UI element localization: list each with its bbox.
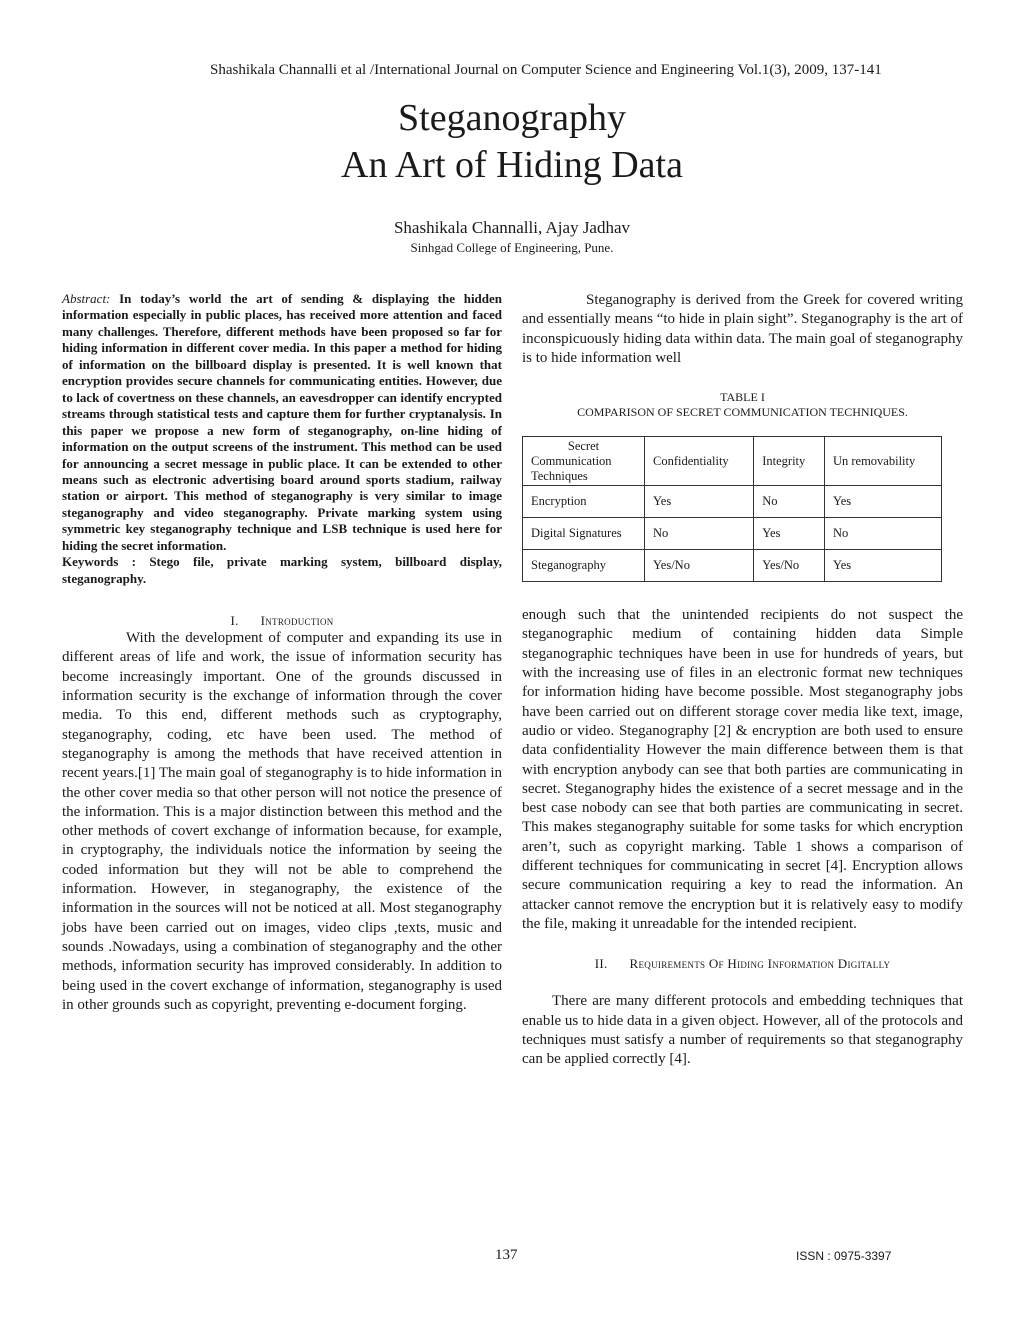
affiliation: Sinhgad College of Engineering, Pune. (410, 240, 614, 255)
table-caption-number: TABLE I (720, 390, 765, 405)
section-1-number: I. (230, 613, 239, 629)
section-2-heading (522, 956, 963, 972)
table-header-cell: Un removability (824, 437, 941, 486)
table-cell: Yes/No (645, 550, 754, 582)
table-header-cell: Integrity (754, 437, 825, 486)
table-cell: Yes (824, 486, 941, 518)
header-communication: Communication (531, 453, 612, 468)
issn: ISSN : 0975-3397 (796, 1249, 892, 1263)
header-techniques: Techniques (531, 468, 588, 483)
table-row (523, 550, 942, 582)
title-line-2: An Art of Hiding Data (341, 144, 683, 186)
table-cell: Yes (824, 550, 941, 582)
table-header-cell (523, 437, 645, 486)
running-head: Shashikala Channalli et al /International Journal on Computer Science and Engineering Vol.1(3), 2009, 137-141 (210, 62, 882, 78)
section-2-number: II. (594, 956, 608, 972)
authors: Shashikala Channalli, Ajay Jadhav (393, 218, 631, 237)
left-column (62, 291, 502, 1015)
table-cell: Encryption (523, 486, 645, 518)
table-cell: Steganography (523, 550, 645, 582)
page-number: 137 (495, 1247, 518, 1263)
table-cell: Yes (645, 486, 754, 518)
abstract-text: In today’s world the art of sending & displaying the hidden information especially in public places, has received more attention and faced many challenges. Therefore, different methods have been proposed so far for hiding information in different cover media. In this paper a method for hiding of information on the billboard display is presented. It is well known that encryption provides secure channels for communicating entities. However, due to lack of covertness on these channels, an eavesdropper can identify encrypted streams through statistical tests and capture them for further cryptanalysis. In this paper we propose a new form of steganography, on-line hiding of information on the output screens of the instrument. This method can be used for announcing a secret message in public place. It can be extended to other means such as electronic advertising board around sports stadium, railway station or airport. This method of steganography is very similar to image steganography and video steganography. Private marking system using symmetric key steganography technique and LSB technique is used here for hiding the secret information. (62, 291, 503, 553)
section-1-text: With the development of computer and expanding its use in different areas of life and work, the issue of information security has become increasingly important. One of the grounds discussed in information security is the exchange of information through the cover media. To this end, different methods such as cryptography, steganography, coding, etc have been used. The method of steganography is among the methods that have received attention in recent years.[1] The main goal of steganography is to hide information in the other cover media so that other person will not notice the presence of the information. This is a major distinction between this method and the other methods of covert exchange of information because, for example, in cryptography, the individuals notice the information by seeing the coded information but they will not be able to comprehend the information. However, in steganography, the existence of the information in the sources will not be noticed at all. Most steganography jobs have been carried out on images, video clips ,texts, music and sounds .Nowadays, using a combination of steganography and the other methods, information security has improved considerably. In addition to being used in the covert exchange of information, steganography is used in other grounds such as copyright, preventing e-document forging. (62, 630, 502, 1013)
paper-title (0, 95, 1024, 189)
table-cell: No (754, 486, 825, 518)
header-secret: Secret (567, 438, 600, 453)
table-cell: No (824, 518, 941, 550)
table-cell: Yes/No (754, 550, 825, 582)
table-header-row (523, 437, 942, 486)
intro-paragraph: Steganography is derived from the Greek for covered writing and essentially means “to hide in plain sight”. Steganography is the art of inconspicuously hiding data within data. The main goal of steganography is to hide information well (522, 292, 963, 366)
continued-paragraph: enough such that the unintended recipients do not suspect the steganographic medium of containing hidden data Simple steganographic techniques have been in use for hundreds of years, but with the increasing use of files in an electronic format new techniques for information hiding have become possible. Most steganography jobs have been carried out on different storage cover media like text, image, audio or video. Steganography [2] & encryption are both used to ensure data confidentiality However the main difference between them is that with encryption anybody can see that both parties are communicating in secret. Steganography hides the existence of a secret message and in the best case nobody can see that both parties are communicating in secret. This makes steganography suitable for some tasks for which encryption aren’t, such as copyright marking. Table 1 shows a comparison of different techniques for communicating in secret [4]. Encryption allows secure communication requiring a key to read the information. An attacker cannot remove the encryption but it is relatively easy to modify the file, making it unreadable for the intended recipient. (522, 607, 963, 932)
table-header-cell: Confidentiality (645, 437, 754, 486)
table-caption-title: COMPARISON OF SECRET COMMUNICATION TECHNIQUES. (577, 405, 908, 420)
table-row (523, 518, 942, 550)
title-line-1: Steganography (398, 97, 626, 139)
comparison-table (522, 436, 942, 582)
table-cell: No (645, 518, 754, 550)
table-cell: Yes (754, 518, 825, 550)
abstract-label: Abstract: (62, 291, 111, 306)
section-1-heading (62, 613, 502, 629)
section-2-text: There are many different protocols and embedding techniques that enable us to hide data in a given object. However, all of the protocols and techniques must satisfy a number of requirements so that steganography can be applied correctly [4]. (522, 993, 963, 1068)
table-row (523, 486, 942, 518)
right-column (522, 291, 963, 1069)
section-1-title: Introduction (260, 613, 334, 629)
keywords: Keywords : Stego file, private marking system, billboard display, steganography. (62, 554, 502, 586)
table-cell: Digital Signatures (523, 518, 645, 550)
table-caption (522, 390, 963, 420)
section-2-title: Requirements Of Hiding Information Digitally (629, 956, 891, 972)
abstract (62, 291, 502, 554)
